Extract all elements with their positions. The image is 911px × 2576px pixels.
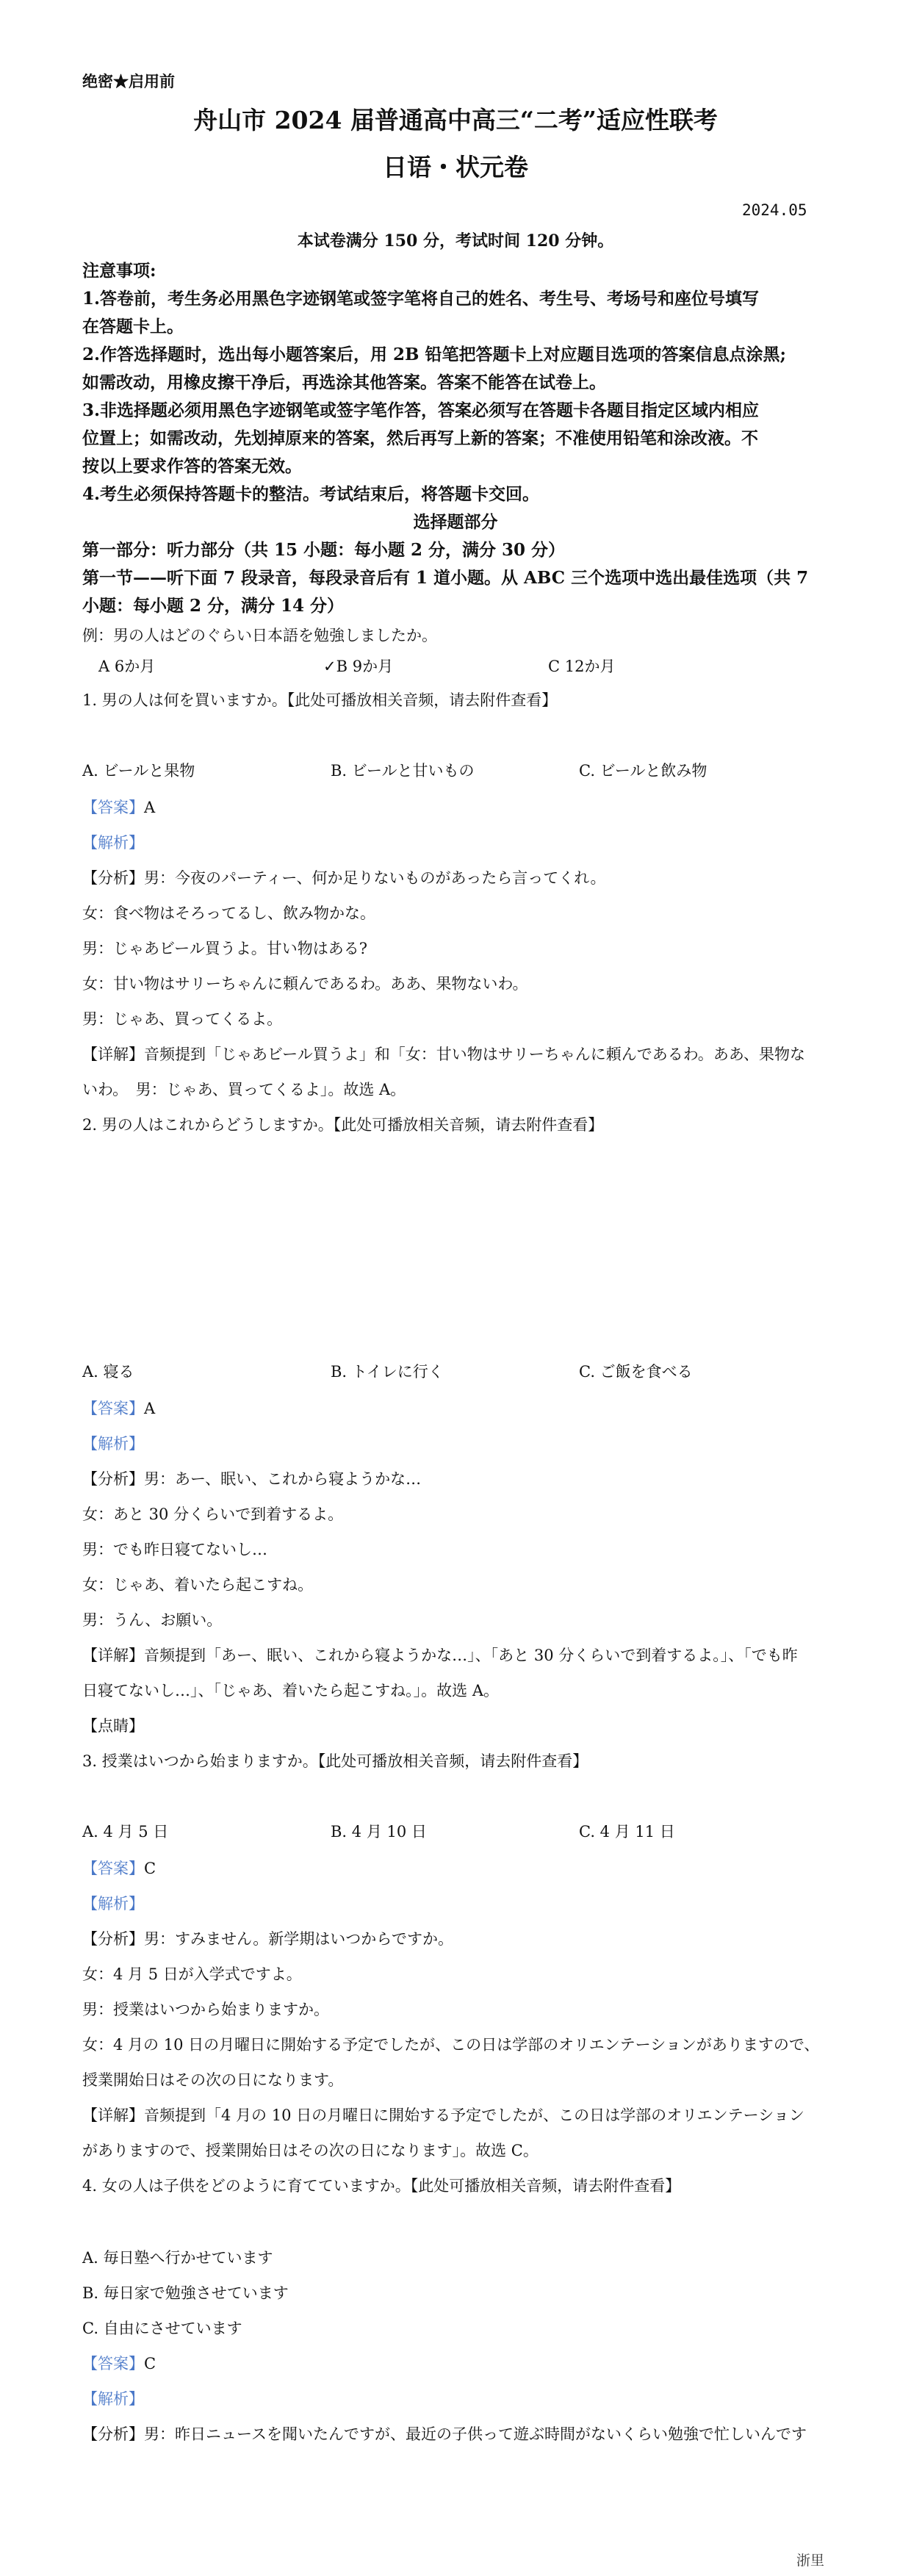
section1-line-a: 第一节——听下面 7 段录音，每段录音后有 1 道小题。从 ABC 三个选项中选出最佳选项（共 7 xyxy=(82,568,809,588)
q3-answer: C xyxy=(144,1860,156,1877)
section-heading: 选择题部分 xyxy=(413,512,498,532)
example-option-a: A 6か月 xyxy=(98,658,156,675)
q1-analysis-tag: 【解析】 xyxy=(82,834,144,852)
q3-question: 3. 授業はいつから始まりますか。【此处可播放相关音频，请去附件查看】 xyxy=(82,1752,588,1770)
page-subtitle: 日语・状元卷 xyxy=(383,153,528,181)
section1-line-b: 小题：每小题 2 分，满分 14 分） xyxy=(82,596,345,616)
q2-option-b: B. トイレに行く xyxy=(331,1363,444,1381)
q1-detail-1: 【详解】音频提到「じゃあビール買うよ」和「女：甘い物はサリーちゃんに頼んであるわ。ああ、果物な xyxy=(82,1046,806,1063)
q2-dialogue-2: 女：あと 30 分くらいで到着するよ。 xyxy=(82,1505,344,1523)
q4-question: 4. 女の人は子供をどのように育てていますか。【此处可播放相关音频，请去附件查看】 xyxy=(82,2177,681,2195)
q4-option-a: A. 毎日塾へ行かせています xyxy=(82,2249,273,2267)
example-option-c: C 12か月 xyxy=(548,658,616,675)
q2-dialogue-3: 男：でも昨日寝てないし… xyxy=(82,1541,267,1558)
example-question: 例：男の人はどのぐらい日本語を勉強しましたか。 xyxy=(82,627,437,644)
q3-detail-2: がありますので、授業開始日はその次の日になります」。故选 C。 xyxy=(82,2142,539,2159)
q4-answer-row: 【答案】C xyxy=(82,2355,156,2372)
detail-tag: 【详解】 xyxy=(82,1046,144,1063)
q1-option-b: B. ビールと甘いもの xyxy=(331,762,475,780)
q3-option-a: A. 4 月 5 日 xyxy=(82,1823,169,1841)
q2-answer-row: 【答案】A xyxy=(82,1400,156,1417)
q3-dialogue-3: 男：授業はいつから始まりますか。 xyxy=(82,2001,329,2018)
q2-option-c: C. ご飯を食べる xyxy=(579,1363,693,1381)
q1-option-a: A. ビールと果物 xyxy=(82,762,195,780)
q3-option-c: C. 4 月 11 日 xyxy=(579,1823,675,1841)
q2-answer: A xyxy=(144,1400,156,1417)
q4-dialogue-1: 【分析】男：昨日ニュースを聞いたんですが、最近の子供って遊ぶ時間がないくらい勉強で忙しいんです xyxy=(82,2425,807,2443)
q2-dialogue-4: 女：じゃあ、着いたら起こすね。 xyxy=(82,1576,314,1594)
q1-detail-2: いわ。 男：じゃあ、買ってくるよ」。故选 A。 xyxy=(82,1081,406,1098)
part1-heading: 第一部分：听力部分（共 15 小题：每小题 2 分，满分 30 分） xyxy=(82,540,566,560)
q3-answer-row: 【答案】C xyxy=(82,1860,156,1877)
q1-option-c: C. ビールと飲み物 xyxy=(579,762,707,780)
q2-analysis-tag: 【解析】 xyxy=(82,1435,144,1453)
q1-dialogue-4: 女：甘い物はサリーちゃんに頼んであるわ。ああ、果物ないわ。 xyxy=(82,975,528,993)
note-2a: 2.作答选择题时，选出每小题答案后，用 2B 铅笔把答题卡上对应题目选项的答案信息点涂黑; xyxy=(82,345,786,364)
q2-detail-2: 日寝てないし…」、「じゃあ、着いたら起こすね。」。故选 A。 xyxy=(82,1682,499,1699)
q1-question: 1. 男の人は何を買いますか。【此处可播放相关音频，请去附件查看】 xyxy=(82,691,558,709)
q3-dialogue-4a: 女：4 月の 10 日の月曜日に開始する予定でしたが、この日は学部のオリエンテーションがありますので、 xyxy=(82,2036,820,2054)
note-4: 4.考生必须保持答题卡的整洁。考试结束后，将答题卡交回。 xyxy=(82,484,540,504)
note-1b: 在答题卡上。 xyxy=(82,317,184,337)
answer-tag: 【答案】 xyxy=(82,799,144,816)
q3-analysis-tag: 【解析】 xyxy=(82,1895,144,1913)
exam-info: 本试卷满分 150 分，考试时间 120 分钟。 xyxy=(297,231,614,251)
q1-dialogue-5: 男：じゃあ、買ってくるよ。 xyxy=(82,1010,283,1028)
q2-dialogue-1: 【分析】男：あー、眠い、これから寝ようかな… xyxy=(82,1470,422,1488)
fenxi-tag: 【分析】 xyxy=(82,869,144,887)
q3-dialogue-1: 【分析】男：すみません。新学期はいつからですか。 xyxy=(82,1930,454,1948)
q2-question: 2. 男の人はこれからどうしますか。【此处可播放相关音频，请去附件查看】 xyxy=(82,1116,604,1134)
note-1a: 1.答卷前，考生务必用黑色字迹钢笔或签字笔将自己的姓名、考生号、考场号和座位号填写 xyxy=(82,289,760,309)
note-3a: 3.非选择题必须用黑色字迹钢笔或签字笔作答，答案必须写在答题卡各题目指定区域内相应 xyxy=(82,400,760,420)
secret-label: 绝密★启用前 xyxy=(82,72,175,90)
note-3c: 按以上要求作答的答案无效。 xyxy=(82,456,302,476)
note-3b: 位置上；如需改动，先划掉原来的答案，然后再写上新的答案；不准使用铅笔和涂改液。不 xyxy=(82,428,758,448)
q1-dialogue-2: 女：食べ物はそろってるし、飲み物かな。 xyxy=(82,904,375,922)
q1-answer-row xyxy=(82,796,155,819)
q4-analysis-tag: 【解析】 xyxy=(82,2390,144,2408)
q2-option-a: A. 寝る xyxy=(82,1363,134,1381)
notes-heading: 注意事项: xyxy=(82,261,156,281)
q3-dialogue-4b: 授業開始日はその次の日になります。 xyxy=(82,2071,344,2089)
q3-detail-1: 【详解】音频提到「4 月の 10 日の月曜日に開始する予定でしたが、この日は学部のオリエンテーション xyxy=(82,2107,804,2124)
q2-dianjing-tag: 【点睛】 xyxy=(82,1717,144,1735)
q3-option-b: B. 4 月 10 日 xyxy=(331,1823,427,1841)
q4-answer: C xyxy=(144,2355,156,2372)
q1-answer: A xyxy=(144,799,156,816)
q3-dialogue-2: 女：4 月 5 日が入学式ですよ。 xyxy=(82,1965,302,1983)
q4-option-b: B. 毎日家で勉強させています xyxy=(82,2284,289,2302)
note-2b: 如需改动，用橡皮擦干净后，再选涂其他答案。答案不能答在试卷上。 xyxy=(82,373,606,392)
q2-detail-1: 【详解】音频提到「あー、眠い、これから寝ようかな…」、「あと 30 分くらいで到着するよ。」、「でも昨 xyxy=(82,1647,798,1664)
q1-dialogue-3: 男：じゃあビール買うよ。甘い物はある? xyxy=(82,940,367,957)
footer-text: 浙里 xyxy=(796,2552,825,2569)
example-option-b: ✓B 9か月 xyxy=(323,658,394,675)
q2-dialogue-5: 男：うん、お願い。 xyxy=(82,1611,223,1629)
q1-dialogue-1: 【分析】男：今夜のパーティー、何か足りないものがあったら言ってくれ。 xyxy=(82,869,606,887)
page-title: 舟山市 2024 届普通高中高三“二考”适应性联考 xyxy=(193,106,718,134)
q4-option-c: C. 自由にさせています xyxy=(82,2320,242,2337)
exam-date: 2024.05 xyxy=(742,201,807,219)
